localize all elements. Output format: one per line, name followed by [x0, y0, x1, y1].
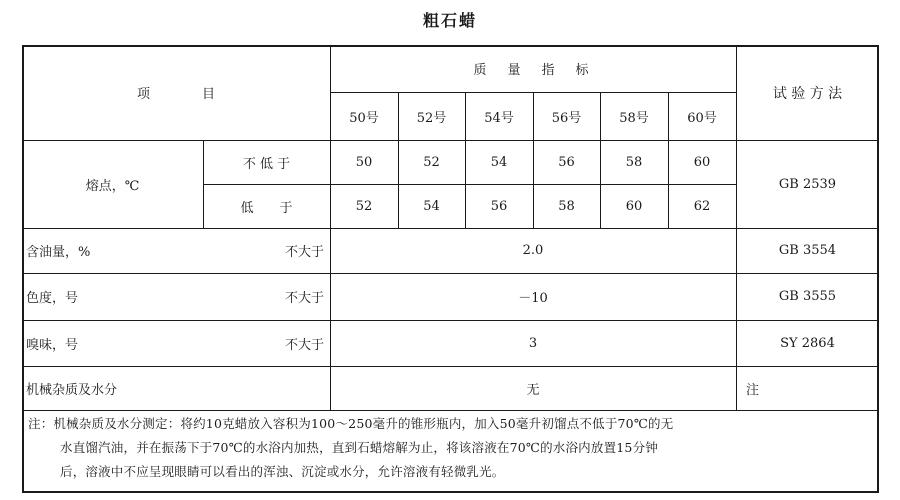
odor-condition: 不大于 [284, 337, 324, 353]
melting-max-60: 62 [693, 198, 711, 214]
header-method: 试 验 方 法 [772, 85, 843, 102]
oil-method: GB 3554 [778, 243, 837, 258]
footnote-line-2: 水直馏汽油，并在振荡下于70℃的水浴内加热，直到石蜡熔解为止，将该溶液在70℃的水浴内放置15分钟 [60, 440, 658, 455]
grade-50: 50号 [349, 110, 379, 126]
grade-60: 60号 [687, 110, 717, 126]
odor-value: 3 [528, 335, 538, 351]
melting-min-54: 54 [490, 154, 508, 170]
grade-52: 52号 [416, 110, 447, 126]
footnote-line-3: 后，溶液中不应呈现眼睛可以看出的浑浊、沉淀或水分，允许溶液有轻微乳光。 [60, 464, 505, 479]
melting-min-52: 52 [423, 154, 440, 170]
impurity-method: 注 [746, 382, 760, 398]
color-method: GB 3555 [778, 289, 837, 304]
header-quality: 质 量 指 标 [473, 63, 593, 78]
melting-max-52: 54 [423, 198, 440, 214]
melting-min-label: 不 低 于 [242, 156, 291, 172]
oil-value: 2.0 [522, 243, 544, 258]
melting-min-60: 60 [693, 154, 711, 170]
color-value: －10 [518, 291, 548, 306]
melting-label: 熔点，℃ [85, 178, 140, 194]
header-item: 项 目 [136, 87, 215, 102]
rule-impurity-bottom [22, 410, 879, 411]
impurity-value: 无 [526, 382, 540, 398]
footnote [28, 412, 874, 484]
oil-condition: 不大于 [284, 245, 324, 260]
melting-max-56: 58 [558, 198, 575, 214]
melting-min-50: 50 [355, 154, 373, 170]
melting-min-58: 58 [625, 154, 643, 170]
melting-max-58: 60 [625, 198, 643, 214]
color-condition: 不大于 [284, 291, 324, 306]
impurity-label: 机械杂质及水分 [26, 382, 118, 398]
melting-method: GB 2539 [778, 176, 837, 192]
grade-58: 58号 [619, 110, 649, 126]
page-title: 粗石蜡 [422, 11, 477, 30]
melting-max-label: 低 于 [240, 200, 293, 216]
grade-56: 56号 [551, 110, 582, 126]
melting-max-54: 56 [490, 198, 508, 214]
odor-label: 嗅味，号 [26, 337, 79, 353]
footnote-line-1: 注：机械杂质及水分测定：将约10克蜡放入容积为100～250毫升的锥形瓶内，加入50毫升初馏点不低于70℃的无 [28, 416, 674, 431]
melting-max-50: 52 [355, 198, 373, 214]
grade-54: 54号 [484, 110, 514, 126]
oil-label: 含油量，% [26, 245, 91, 260]
odor-method: SY 2864 [780, 335, 835, 351]
melting-min-56: 56 [558, 154, 575, 170]
color-label: 色度，号 [26, 291, 79, 306]
